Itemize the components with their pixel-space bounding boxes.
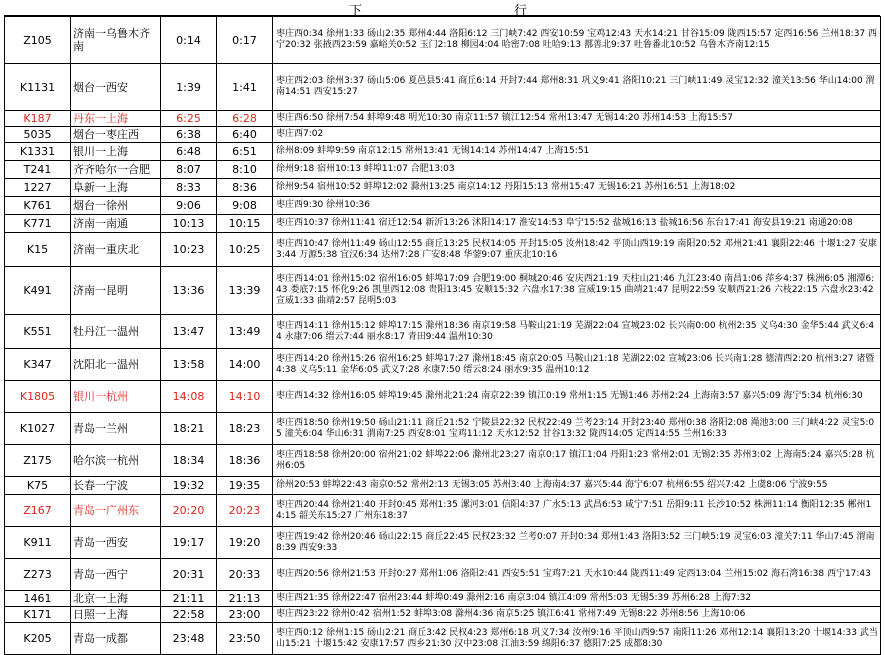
departure-time: 10:15 [217,215,273,233]
arrival-time: 18:21 [161,413,217,445]
arrival-time: 20:31 [161,559,217,591]
departure-time: 14:00 [217,349,273,381]
stop-list: 徐州9:18 宿州10:13 蚌埠11:07 合肥13:03 [273,161,881,179]
arrival-time: 23:48 [161,623,217,655]
train-route: 阜新一上海 [71,179,161,197]
stop-list: 枣庄西14:32 徐州16:05 蚌埠19:45 滁州北21:24 南京22:39 镇江0:19 常州1:15 无锡1:46 苏州2:24 上海南3:57 嘉兴5:09 海宁5:34 杭州6:30 [273,381,881,413]
table-row [5,527,881,559]
stop-list: 枣庄西14:01 徐州15:02 宿州16:05 蚌埠17:09 合肥19:00 桐城20:46 安庆西21:19 天柱山21:46 九江23:40 南昌1:06 萍乡4:37 株洲6:05 湘潭6:43 娄底7:15 怀化9:26 凯里西12:08 贵阳13:45 安顺15:32 六盘水17:38 宣威19:15 曲靖21:47 昆明22:59 安顺西21:26 六枝22:15 六盘水23:42 宣威1:33 曲靖2:57 昆明5:03 [273,267,881,315]
table-row [5,623,881,655]
stop-list: 枣庄西10:47 徐州11:49 砀山12:55 商丘13:25 民权14:05 开封15:05 汝州18:42 平顶山西19:19 南阳20:52 邓州21:41 襄阳22:46 十堰1:27 安康3:44 万源5:38 宜汉6:34 达州7:28 广安8:48 华蓥9:07 重庆北10:16 [273,233,881,267]
stop-list: 枣庄西7:02 [273,127,881,143]
train-number: 1461 [5,591,71,607]
train-number: K187 [5,111,71,127]
train-route: 沈阳北一温州 [71,349,161,381]
stop-list: 枣庄西0:34 徐州1:33 砀山2:35 郑州4:44 洛阳6:12 三门峡7:42 西安10:59 宝鸡12:43 天水14:21 甘谷15:09 陇西15:57 定西16:56 兰州18:37 西宁20:32 张掖西23:59 嘉峪关0:52 玉门2:18 柳园4:04 哈密7:08 吐哈9:13 鄯善北9:37 吐鲁番北10:52 乌鲁木齐南12:15 [273,17,881,64]
train-number: K771 [5,215,71,233]
table-row [5,161,881,179]
stop-list: 枣庄西18:50 徐州19:50 砀山21:11 商丘21:52 宁陵县22:32 民权22:49 兰考23:14 开封23:40 郑州0:38 洛阳2:08 渑池3:00 三门峡4:22 灵宝5:05 潼关6:04 华山6:31 渭南7:25 西安8:01 宝鸡11:12 天水12:52 甘谷13:32 陇西14:05 定西14:55 兰州16:33 [273,413,881,445]
train-route: 济南一重庆北 [71,233,161,267]
arrival-time: 10:23 [161,233,217,267]
table-row [5,413,881,445]
train-number: K75 [5,477,71,495]
departure-time: 19:20 [217,527,273,559]
departure-time: 8:36 [217,179,273,197]
table-row [5,381,881,413]
arrival-time: 9:06 [161,197,217,215]
stop-list: 枣庄西18:58 徐州20:00 宿州21:02 蚌埠22:06 滁州北23:27 南京0:17 镇江1:04 丹阳1:23 常州2:01 无锡2:35 苏州3:02 上海南5:24 嘉兴5:28 杭州6:05 [273,445,881,477]
train-route: 青岛一广州东 [71,495,161,527]
stop-list: 枣庄西14:11 徐州15:12 蚌埠17:15 滁州18:36 南京19:58 马鞍山21:19 芜湖22:04 宣城23:02 长兴南0:00 杭州2:35 义乌4:30 金华5:44 武义6:44 永康7:06 缙云7:44 丽水8:17 青田9:44 温州10:30 [273,315,881,349]
table-row [5,445,881,477]
schedule-table [4,16,881,655]
train-number: Z105 [5,17,71,64]
train-number: K15 [5,233,71,267]
departure-time: 13:49 [217,315,273,349]
table-row [5,215,881,233]
train-route: 丹东一上海 [71,111,161,127]
stop-list: 枣庄西23:22 徐州0:42 宿州1:52 蚌埠3:08 滁州4:36 南京5:25 镇江6:41 常州7:49 无锡8:22 苏州8:56 上海10:06 [273,607,881,623]
train-number: K551 [5,315,71,349]
train-route: 济南一乌鲁木齐南 [71,17,161,64]
departure-time: 13:39 [217,267,273,315]
stop-list: 枣庄西10:37 徐州11:41 宿迁12:54 新沂13:26 沭阳14:17 淮安14:53 阜宁15:52 盐城16:13 盐城16:56 东台17:41 海安县19:21 南通20:08 [273,215,881,233]
train-route: 哈尔滨一杭州 [71,445,161,477]
arrival-time: 6:25 [161,111,217,127]
arrival-time: 10:13 [161,215,217,233]
departure-time: 6:28 [217,111,273,127]
table-row [5,143,881,161]
train-number: 1227 [5,179,71,197]
table-row [5,111,881,127]
timetable [4,0,880,655]
departure-time: 8:10 [217,161,273,179]
stop-list: 枣庄西20:44 徐州21:40 开封0:45 郑州1:35 漯河3:01 信阳4:37 广水5:13 武昌6:53 咸宁7:51 岳阳9:11 长沙10:52 株洲11:14 衡阳12:35 郴州14:15 韶关东15:27 广州东18:37 [273,495,881,527]
departure-time: 14:10 [217,381,273,413]
stop-list: 枣庄西14:20 徐州15:26 宿州16:25 蚌埠17:27 滁州18:45 南京20:05 马鞍山21:18 芜湖22:02 宣城23:06 长兴南1:28 德清西2:20 杭州3:27 诸暨4:38 义乌5:11 金华6:05 武义7:28 永康7:50 缙云8:24 丽水9:35 温州10:12 [273,349,881,381]
train-route: 银川一上海 [71,143,161,161]
train-number: Z273 [5,559,71,591]
table-row [5,233,881,267]
arrival-time: 13:58 [161,349,217,381]
table-row [5,267,881,315]
table-row [5,591,881,607]
train-number: 5035 [5,127,71,143]
stop-list: 枣庄西6:50 徐州7:54 蚌埠9:48 明光10:30 南京11:57 镇江12:54 常州13:47 无锡14:20 苏州14:53 上海15:57 [273,111,881,127]
departure-time: 1:41 [217,64,273,111]
train-route: 青岛一西安 [71,527,161,559]
train-number: K347 [5,349,71,381]
arrival-time: 18:34 [161,445,217,477]
departure-time: 6:40 [217,127,273,143]
train-route: 牡丹江一温州 [71,315,161,349]
arrival-time: 22:58 [161,607,217,623]
departure-time: 10:25 [217,233,273,267]
stop-list: 枣庄西0:12 徐州1:15 砀山2:21 商丘3:42 民权4:23 郑州6:18 巩义7:34 汝州9:16 平顶山西9:57 南阳11:26 邓州12:14 襄阳13:20 十堰14:33 武当山15:21 十堰15:42 安康17:57 西乡21:30 汉中23:08 江油3:59 绵阳6:37 德阳7:25 成都8:30 [273,623,881,655]
schedule-body [5,17,881,655]
arrival-time: 19:17 [161,527,217,559]
train-number: K205 [5,623,71,655]
train-number: Z175 [5,445,71,477]
arrival-time: 21:11 [161,591,217,607]
table-row [5,607,881,623]
arrival-time: 8:33 [161,179,217,197]
table-row [5,349,881,381]
departure-time: 6:51 [217,143,273,161]
arrival-time: 0:14 [161,17,217,64]
departure-time: 18:23 [217,413,273,445]
train-route: 青岛一西宁 [71,559,161,591]
train-route: 济南一昆明 [71,267,161,315]
stop-list: 枣庄西9:30 徐州10:36 [273,197,881,215]
departure-time: 23:50 [217,623,273,655]
table-row [5,64,881,111]
departure-time: 9:08 [217,197,273,215]
arrival-time: 20:20 [161,495,217,527]
stop-list: 枣庄西20:56 徐州21:53 开封0:27 郑州1:06 洛阳2:41 西安5:51 宝鸡7:21 天水10:44 陇西11:49 定西13:04 兰州15:02 海石湾16:38 西宁17:43 [273,559,881,591]
arrival-time: 13:36 [161,267,217,315]
arrival-time: 1:39 [161,64,217,111]
train-route: 银川一杭州 [71,381,161,413]
train-number: K911 [5,527,71,559]
train-number: K491 [5,267,71,315]
arrival-time: 6:38 [161,127,217,143]
train-number: K1131 [5,64,71,111]
table-row [5,315,881,349]
train-route: 北京一上海 [71,591,161,607]
table-row [5,179,881,197]
direction-header [4,0,880,19]
train-route: 烟台一西安 [71,64,161,111]
stop-list: 枣庄西2:03 徐州3:37 砀山5:06 夏邑县5:41 商丘6:14 开封7:44 郑州8:31 巩义9:41 洛阳10:21 三门峡11:49 灵宝12:32 潼关13:56 华山14:00 渭南14:51 西安15:27 [273,64,881,111]
train-number: K761 [5,197,71,215]
arrival-time: 19:32 [161,477,217,495]
arrival-time: 14:08 [161,381,217,413]
train-route: 烟台一徐州 [71,197,161,215]
table-row [5,477,881,495]
table-row [5,559,881,591]
departure-time: 21:13 [217,591,273,607]
departure-time: 20:23 [217,495,273,527]
arrival-time: 13:47 [161,315,217,349]
table-row [5,495,881,527]
arrival-time: 8:07 [161,161,217,179]
train-route: 日照一上海 [71,607,161,623]
table-row [5,17,881,64]
table-row [5,127,881,143]
train-number: K1027 [5,413,71,445]
train-route: 齐齐哈尔一合肥 [71,161,161,179]
arrival-time: 6:48 [161,143,217,161]
train-route: 长春一宁波 [71,477,161,495]
train-number: T241 [5,161,71,179]
train-number: K171 [5,607,71,623]
departure-time: 23:00 [217,607,273,623]
train-route: 济南一南通 [71,215,161,233]
train-number: K1805 [5,381,71,413]
stop-list: 徐州20:53 蚌埠22:43 南京0:52 常州2:13 无锡3:05 苏州3:40 上海南4:37 嘉兴5:44 海宁6:07 杭州6:55 绍兴7:42 上虞8:06 宁波9:55 [273,477,881,495]
header-down: 下 [349,4,363,19]
header-line: 行 [514,4,528,19]
stop-list: 徐州9:54 宿州10:52 蚌埠12:02 滁州13:25 南京14:12 丹阳15:13 常州15:47 无锡16:21 苏州16:51 上海18:02 [273,179,881,197]
stop-list: 徐州8:09 蚌埠9:59 南京12:15 常州13:41 无锡14:14 苏州14:47 上海15:51 [273,143,881,161]
departure-time: 20:33 [217,559,273,591]
stop-list: 枣庄西21:35 徐州22:47 宿州23:44 蚌埠0:49 滁州2:16 南京3:04 镇江4:09 常州5:03 无锡5:39 苏州6:28 上海7:32 [273,591,881,607]
train-number: K1331 [5,143,71,161]
train-route: 烟台一枣庄西 [71,127,161,143]
train-number: Z167 [5,495,71,527]
train-route: 青岛一成都 [71,623,161,655]
train-route: 青岛一兰州 [71,413,161,445]
departure-time: 0:17 [217,17,273,64]
table-row [5,197,881,215]
departure-time: 19:35 [217,477,273,495]
stop-list: 枣庄西19:42 徐州20:46 砀山22:15 商丘22:45 民权23:32 兰考0:07 开封0:34 郑州1:43 洛阳3:52 三门峡5:19 灵宝6:03 潼关7:11 华山7:45 渭南8:39 西安9:33 [273,527,881,559]
departure-time: 18:36 [217,445,273,477]
